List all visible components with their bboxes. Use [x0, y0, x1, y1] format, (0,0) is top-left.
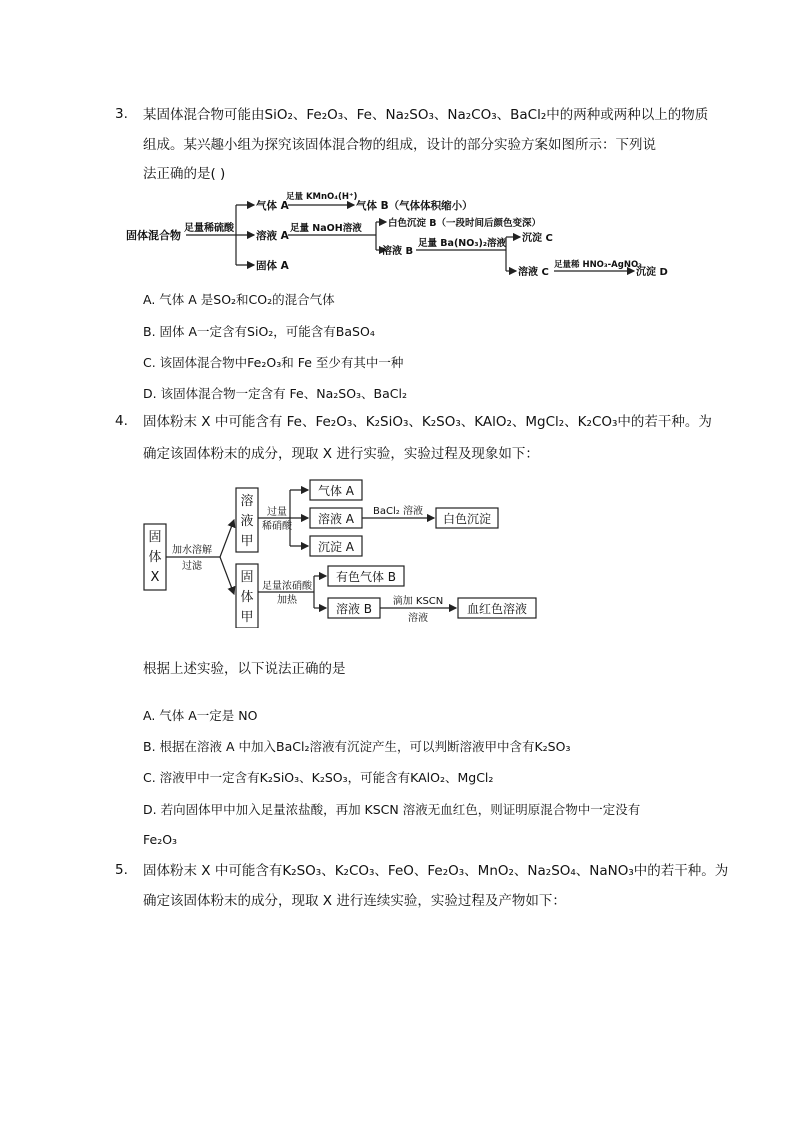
question-4-line-2: 确定该固体粉末的成分，现取 X 进行实验，实验过程及现象如下：: [143, 446, 539, 462]
q4-solid-x-2: 体: [148, 550, 162, 565]
q4-gas-b: 有色气体 B: [335, 570, 397, 584]
question-3-option-c: C. 该固体混合物中Fe₂O₃和 Fe 至少有其中一种: [143, 355, 404, 370]
question-3-line-2: 组成。某兴趣小组为探究该固体混合物的组成，设计的部分实验方案如图所示：下列说: [143, 137, 656, 153]
q3-reagent-naoh: 足量 NaOH溶液: [290, 223, 362, 234]
q3-reagent-kmno4: 足量 KMnO₄(H⁺): [286, 192, 358, 202]
q4-step1-bottom: 过滤: [182, 561, 202, 572]
question-4-prompt: 根据上述实验，以下说法正确的是: [143, 661, 346, 677]
question-4-flow-diagram: [140, 478, 550, 628]
question-4-option-c: C. 溶液甲中一定含有K₂SiO₃、K₂SO₃，可能含有KAlO₂、MgCl₂: [143, 770, 494, 785]
question-4-number: 4.: [115, 413, 128, 429]
question-4-option-b: B. 根据在溶液 A 中加入BaCl₂溶液有沉淀产生，可以判断溶液甲中含有K₂SO₃: [143, 739, 571, 754]
q4-solid-jia-2: 体: [240, 590, 254, 605]
q4-solid-jia-3: 甲: [240, 610, 254, 625]
question-3-option-b: B. 固体 A一定含有SiO₂，可能含有BaSO₄: [143, 324, 375, 339]
q4-solid-jia-1: 固: [240, 570, 254, 585]
q4-solution-jia-1: 溶: [240, 494, 254, 509]
q4-solution-a: 溶液 A: [317, 512, 355, 526]
question-3-line-3: 法正确的是( ): [143, 166, 226, 182]
q4-solution-jia-2: 液: [240, 514, 254, 529]
q4-blood-red-solution: 血红色溶液: [466, 602, 528, 616]
q4-reagent-bottom: 稀硝酸: [262, 521, 292, 532]
question-4-option-d: D. 若向固体甲中加入足量浓盐酸，再加 KSCN 溶液无血红色，则证明原混合物中一定没有: [143, 802, 641, 817]
q3-start-label: 固体混合物: [126, 229, 181, 242]
q3-solution-c: 溶液 C: [518, 267, 549, 278]
q4-solid-x-3: X: [150, 570, 160, 585]
question-3-number: 3.: [115, 106, 128, 122]
q4-white-precipitate: 白色沉淀: [442, 512, 492, 526]
q3-gas-b: 气体 B（气体体积缩小）: [356, 200, 473, 212]
q3-precipitate-c: 沉淀 C: [522, 233, 553, 244]
q4-hno3-top: 足量浓硝酸: [262, 581, 312, 592]
q4-hno3-bottom: 加热: [277, 595, 297, 606]
question-3-option-d: D. 该固体混合物一定含有 Fe、Na₂SO₃、BaCl₂: [143, 386, 407, 401]
q4-precipitate-a: 沉淀 A: [317, 540, 355, 554]
q3-precipitate-d: 沉淀 D: [636, 267, 668, 278]
question-5-line-1: 固体粉末 X 中可能含有K₂SO₃、K₂CO₃、FeO、Fe₂O₃、MnO₂、Na₂SO₄、NaNO₃中的若干种。为: [143, 863, 729, 879]
q4-step1-top: 加水溶解: [172, 545, 212, 556]
q4-gas-a: 气体 A: [317, 484, 355, 498]
question-5-line-2: 确定该固体粉末的成分，现取 X 进行连续实验，实验过程及产物如下：: [143, 893, 566, 909]
question-3-line-1: 某固体混合物可能由SiO₂、Fe₂O₃、Fe、Na₂SO₃、Na₂CO₃、BaCl₂中的两种或两种以上的物质: [143, 107, 709, 123]
q4-reagent-top: 过量: [267, 507, 287, 518]
question-3-option-a: A. 气体 A 是SO₂和CO₂的混合气体: [143, 292, 335, 307]
question-4-option-d-continued: Fe₂O₃: [143, 832, 178, 847]
q3-reagent-hno3: 足量稀 HNO₃-AgNO₃: [554, 260, 642, 270]
q3-solution-b: 溶液 B: [382, 246, 414, 257]
q3-reagent-bano3: 足量 Ba(NO₃)₂溶液: [418, 238, 506, 249]
q3-precipitate-b: 白色沉淀 B（一段时间后颜色变深）: [388, 218, 542, 229]
question-5-number: 5.: [115, 862, 128, 878]
q3-solution-a: 溶液 A: [256, 230, 289, 242]
q4-solution-jia-3: 甲: [240, 534, 254, 549]
question-4-line-1: 固体粉末 X 中可能含有 Fe、Fe₂O₃、K₂SiO₃、K₂SO₃、KAlO₂、MgCl₂、K₂CO₃中的若干种。为: [143, 414, 712, 430]
q4-kscn-bottom: 溶液: [408, 613, 428, 624]
q4-solid-x-1: 固: [148, 530, 162, 545]
question-4-option-a: A. 气体 A一定是 NO: [143, 708, 258, 723]
q3-solid-a: 固体 A: [256, 260, 289, 272]
q4-kscn-top: 滴加 KSCN: [392, 596, 444, 607]
q4-solution-b: 溶液 B: [335, 602, 373, 616]
q4-bacl2-label: BaCl₂ 溶液: [373, 506, 423, 517]
q3-reagent-1: 足量稀硫酸: [184, 223, 234, 234]
q3-gas-a: 气体 A: [256, 200, 289, 212]
question-3-flow-diagram: [120, 188, 680, 280]
